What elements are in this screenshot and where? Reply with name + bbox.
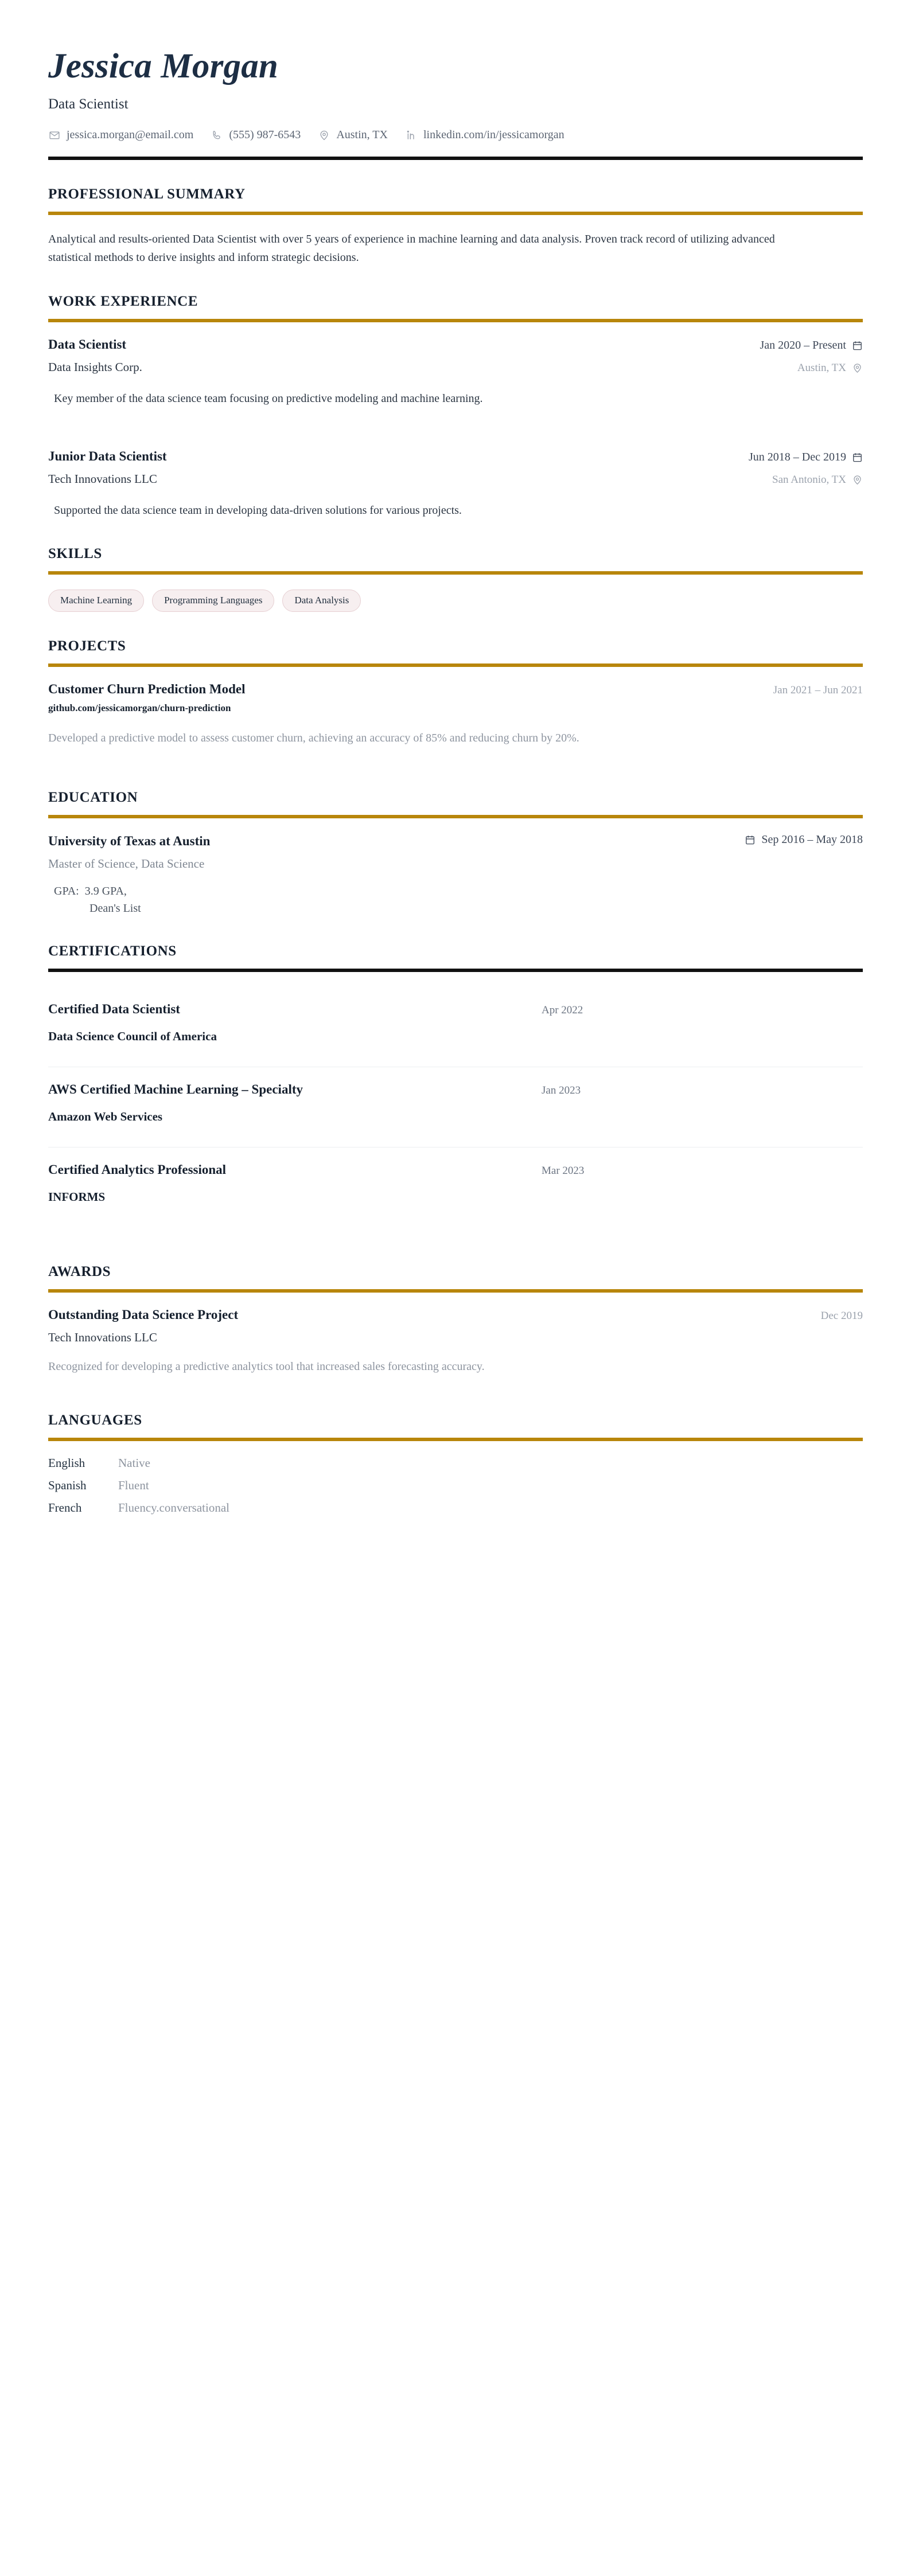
candidate-job-title: Data Scientist [48, 96, 129, 112]
language-row [48, 1501, 863, 1515]
work-dates-text: Jun 2018 – Dec 2019 [749, 450, 846, 463]
section-certifications [48, 943, 863, 1227]
education-honors: Dean's List [89, 901, 141, 915]
section-skills [48, 546, 863, 612]
work-job-title: Junior Data Scientist [48, 448, 167, 463]
certification-entry [48, 1148, 863, 1227]
location-pin-icon [852, 362, 863, 373]
section-work-experience [48, 294, 863, 520]
language-name: English [48, 1455, 85, 1470]
section-title: EDUCATION [48, 789, 138, 805]
section-education [48, 790, 863, 917]
contact-value: Austin, TX [336, 128, 388, 142]
contact-item[interactable] [318, 128, 388, 142]
certification-title-row [48, 1082, 863, 1097]
award-title: Outstanding Data Science Project [48, 1307, 239, 1322]
project-url[interactable]: github.com/jessicamorgan/churn-prediction [48, 702, 231, 713]
work-entry [48, 337, 863, 408]
section-title: WORK EXPERIENCE [48, 293, 198, 309]
education-list [48, 833, 863, 917]
certification-organization: Data Science Council of America [48, 1029, 217, 1043]
certification-title-row [48, 1162, 863, 1177]
skill-pill[interactable]: Machine Learning [48, 590, 144, 612]
skill-list [48, 590, 863, 612]
education-gpa-label: GPA: [54, 884, 79, 897]
certification-entry [48, 987, 863, 1067]
project-list [48, 682, 863, 747]
work-dates-text: Jan 2020 – Present [760, 338, 846, 352]
certification-list [48, 987, 863, 1227]
education-school: University of Texas at Austin [48, 833, 211, 848]
work-dates [760, 339, 863, 352]
language-name: French [48, 1500, 82, 1515]
work-description: Supported the data science team in developing data-driven solutions for various projects. [54, 504, 462, 517]
project-title: Customer Churn Prediction Model [48, 681, 246, 696]
work-location-text: Austin, TX [797, 361, 846, 374]
section-title: PROJECTS [48, 638, 126, 654]
education-detail [48, 883, 863, 917]
section-title: AWARDS [48, 1263, 111, 1279]
contact-item[interactable] [48, 128, 193, 142]
certification-title-row [48, 1002, 863, 1017]
language-row [48, 1478, 863, 1493]
work-description: Key member of the data science team focusing on predictive modeling and machine learning. [54, 392, 483, 405]
spacer [48, 418, 863, 449]
work-dates [749, 451, 863, 464]
work-company: Data Insights Corp. [48, 360, 142, 374]
education-entry [48, 833, 863, 917]
language-row [48, 1456, 863, 1470]
section-rule [48, 319, 863, 322]
work-company-row [48, 360, 863, 374]
language-list [48, 1456, 863, 1515]
award-description: Recognized for developing a predictive analytics tool that increased sales forecasting accuracy. [48, 1360, 485, 1373]
section-title: CERTIFICATIONS [48, 943, 177, 959]
section-languages [48, 1412, 863, 1515]
section-rule [48, 1438, 863, 1441]
email-icon [48, 129, 61, 142]
award-issuer: Tech Innovations LLC [48, 1330, 157, 1344]
work-location [797, 362, 863, 374]
contact-item[interactable] [405, 128, 564, 142]
linkedin-icon [405, 129, 418, 142]
calendar-icon [852, 452, 863, 463]
section-rule [48, 571, 863, 575]
section-rule [48, 212, 863, 215]
calendar-icon [852, 340, 863, 351]
section-rule [48, 969, 863, 972]
work-company: Tech Innovations LLC [48, 471, 157, 486]
certification-date: Apr 2022 [542, 1004, 583, 1016]
project-entry [48, 682, 863, 747]
work-title-row [48, 449, 863, 464]
location-pin-icon [852, 474, 863, 485]
contact-value: jessica.morgan@email.com [67, 128, 194, 142]
language-level: Fluent [118, 1478, 149, 1492]
award-title-row [48, 1307, 863, 1322]
certification-name: Certified Analytics Professional [48, 1162, 227, 1177]
certification-entry [48, 1067, 863, 1148]
certification-name: Certified Data Scientist [48, 1001, 180, 1016]
award-entry [48, 1307, 863, 1376]
award-list [48, 1307, 863, 1376]
contact-value: linkedin.com/in/jessicamorgan [423, 128, 564, 142]
education-title-row [48, 833, 863, 849]
certification-name: AWS Certified Machine Learning – Specialty [48, 1082, 303, 1096]
header-divider [48, 157, 863, 160]
work-location-text: San Antonio, TX [772, 473, 846, 486]
language-level: Fluency.conversational [118, 1500, 229, 1515]
skill-pill[interactable]: Data Analysis [282, 590, 361, 612]
work-location [772, 474, 863, 486]
work-entry [48, 449, 863, 520]
work-list [48, 337, 863, 520]
section-projects [48, 638, 863, 747]
calendar-icon [745, 834, 756, 845]
award-date: Dec 2019 [820, 1309, 863, 1322]
project-title-row [48, 682, 863, 697]
contact-row [48, 128, 863, 142]
project-description: Developed a predictive model to assess customer churn, achieving an accuracy of 85% and reducing churn by 20%. [48, 731, 579, 744]
education-dates-text: Sep 2016 – May 2018 [761, 833, 863, 846]
education-degree: Master of Science, Data Science [48, 856, 205, 871]
candidate-name: Jessica Morgan [48, 47, 279, 85]
resume-header [48, 48, 863, 160]
language-name: Spanish [48, 1478, 87, 1492]
certification-date: Jan 2023 [542, 1084, 581, 1096]
language-level: Native [118, 1455, 150, 1470]
summary-text: Analytical and results-oriented Data Scientist with over 5 years of experience in machine learning and data analysis. Proven track record of utilizing advanced statistical methods to derive insights and inform strategic decisions. [48, 233, 775, 264]
work-company-row [48, 472, 863, 486]
section-rule [48, 663, 863, 667]
section-rule [48, 1289, 863, 1293]
location-pin-icon [318, 129, 330, 142]
contact-value: (555) 987-6543 [229, 128, 301, 142]
section-awards [48, 1264, 863, 1376]
work-job-title: Data Scientist [48, 337, 127, 352]
certification-organization: Amazon Web Services [48, 1109, 163, 1123]
section-title: PROFESSIONAL SUMMARY [48, 186, 246, 202]
work-title-row [48, 337, 863, 352]
section-professional-summary [48, 186, 863, 267]
project-dates: Jan 2021 – Jun 2021 [773, 684, 863, 696]
phone-icon [211, 129, 223, 142]
section-title: SKILLS [48, 545, 102, 561]
education-gpa-value: 3.9 GPA, [79, 884, 127, 897]
section-rule [48, 815, 863, 818]
section-title: LANGUAGES [48, 1412, 142, 1428]
certification-organization: INFORMS [48, 1189, 106, 1204]
skill-pill[interactable]: Programming Languages [152, 590, 274, 612]
education-dates [745, 833, 863, 846]
certification-date: Mar 2023 [542, 1164, 585, 1177]
contact-item[interactable] [211, 128, 301, 142]
